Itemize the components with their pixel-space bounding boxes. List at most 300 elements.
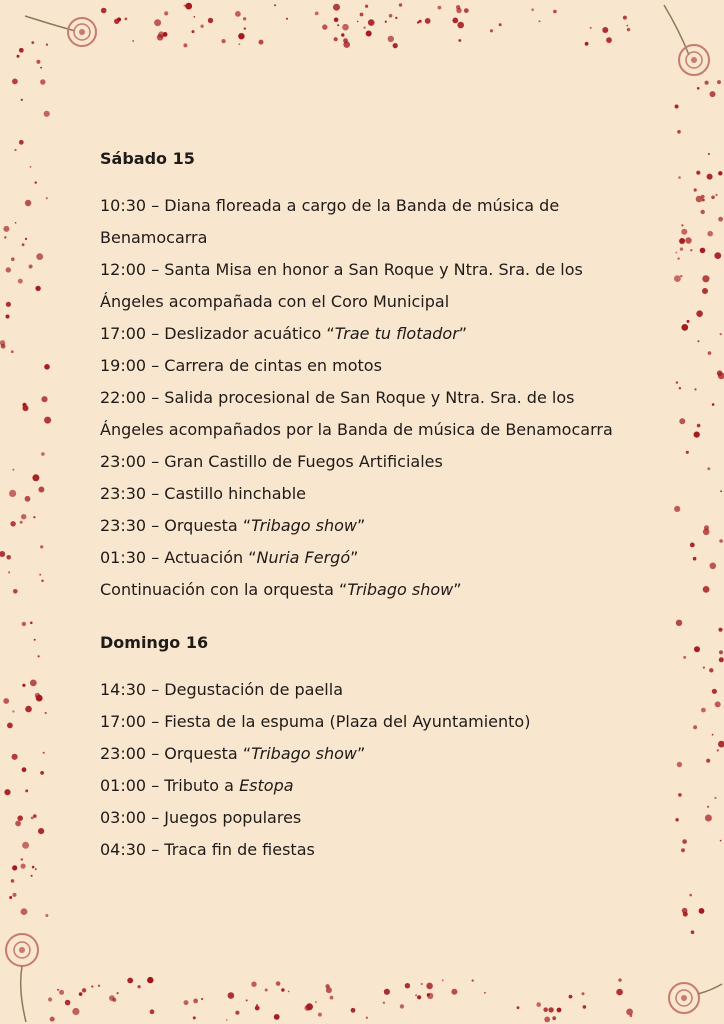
decorative-dot: [29, 265, 33, 269]
event-desc: Deslizador acuático “: [164, 324, 335, 343]
decorative-dot: [228, 992, 235, 999]
decorative-dot: [693, 725, 697, 729]
event-item: 23:30 – Castillo hinchable: [100, 484, 306, 503]
decorative-dot: [707, 174, 713, 180]
decorative-dot: [288, 991, 290, 993]
decorative-dot: [41, 452, 45, 456]
decorative-dot: [6, 302, 11, 307]
decorative-dot: [400, 1004, 404, 1008]
event-item: 10:30 – Diana floreada a cargo de la Banda de música de Benamocarra: [100, 190, 660, 254]
decorative-dot: [40, 67, 42, 69]
decorative-dot: [531, 8, 534, 11]
decorative-dot: [163, 32, 168, 37]
decorative-dot: [164, 11, 168, 15]
decorative-dot: [569, 995, 573, 999]
decorative-dot: [18, 279, 23, 284]
decorative-dot: [343, 41, 350, 48]
decorative-dot: [425, 18, 431, 24]
decorative-dot: [717, 80, 721, 84]
decorative-dot: [701, 195, 705, 199]
decorative-dot: [675, 105, 679, 109]
decorative-dot: [426, 983, 433, 990]
decorative-dot: [12, 865, 17, 870]
decorative-dot: [20, 521, 23, 524]
decorative-dot: [341, 33, 344, 36]
event-desc: Actuación “: [164, 548, 257, 567]
decorative-dot: [472, 979, 474, 981]
decorative-dot: [464, 8, 469, 13]
event-time: 23:30: [100, 516, 147, 535]
decorative-dot: [679, 418, 685, 424]
decorative-dot: [276, 981, 281, 986]
decorative-dot: [337, 24, 339, 26]
decorative-dot: [384, 989, 390, 995]
decorative-dot: [22, 243, 25, 246]
decorative-dot: [697, 87, 700, 90]
decorative-dot: [25, 200, 31, 206]
decorative-dot: [322, 24, 327, 29]
decorative-dot: [40, 79, 45, 84]
decorative-dot: [132, 40, 134, 42]
decorative-dot: [193, 16, 195, 18]
decorative-dot: [183, 43, 187, 47]
decorative-dot: [582, 992, 585, 995]
event-time: 03:00: [100, 808, 147, 827]
decorative-dot: [185, 3, 192, 10]
decorative-dot: [184, 1000, 189, 1005]
decorative-dot: [150, 1009, 155, 1014]
decorative-dot: [702, 199, 705, 202]
event-desc-italic: Tribago show: [347, 580, 454, 599]
event-desc: Degustación de paella: [164, 680, 343, 699]
decorative-dot: [25, 496, 31, 502]
event-time: 23:00: [100, 744, 147, 763]
event-desc: Traca fin de fiestas: [164, 840, 315, 859]
decorative-dot: [680, 247, 683, 250]
decorative-dot: [707, 467, 710, 470]
event-desc-end: ”: [350, 548, 359, 567]
event-item: 04:30 – Traca fin de fiestas: [100, 840, 315, 859]
decorative-dot: [583, 1005, 587, 1009]
decorative-dot: [117, 17, 121, 21]
day-title-sabado: Sábado 15: [100, 149, 195, 168]
decorative-dot: [484, 992, 486, 994]
decorative-dot: [677, 257, 679, 259]
decorative-dot: [417, 995, 421, 999]
decorative-dot: [226, 1019, 228, 1021]
decorative-dot: [720, 490, 722, 492]
decorative-dot: [21, 514, 26, 519]
decorative-dot: [342, 24, 349, 31]
decorative-dot: [351, 1008, 356, 1013]
decorative-dot: [694, 188, 697, 191]
decorative-dot: [675, 252, 677, 254]
decorative-dot: [602, 27, 608, 33]
decorative-dot: [710, 91, 716, 97]
decorative-dot: [13, 589, 18, 594]
decorative-dot: [712, 734, 714, 736]
decorative-dot: [238, 33, 244, 39]
event-desc-italic: Tribago show: [251, 516, 358, 535]
decorative-dot: [79, 992, 83, 996]
decorative-dot: [707, 231, 713, 237]
event-desc-italic: Estopa: [239, 776, 294, 795]
decorative-dot: [677, 762, 682, 767]
decorative-dot: [330, 996, 334, 1000]
decorative-dot: [12, 79, 18, 85]
decorative-dot: [365, 5, 368, 8]
decorative-dot: [681, 848, 685, 852]
event-desc-italic: Tribago show: [251, 744, 358, 763]
decorative-dot: [696, 171, 700, 175]
decorative-dot: [222, 39, 226, 43]
decorative-dot: [707, 806, 709, 808]
decorative-dot: [703, 586, 710, 593]
decorative-dot: [696, 310, 703, 317]
decorative-dot: [35, 868, 37, 870]
decorative-dot: [25, 789, 28, 792]
decorative-dot: [138, 985, 141, 988]
carnation-flower-icon: [654, 0, 724, 80]
decorative-dot: [15, 821, 21, 827]
decorative-dot: [677, 130, 681, 134]
decorative-dot: [544, 1017, 550, 1023]
decorative-dot: [22, 842, 29, 849]
decorative-dot: [701, 210, 705, 214]
decorative-dot: [117, 992, 119, 994]
decorative-dot: [12, 710, 14, 712]
event-item: 14:30 – Degustación de paella: [100, 680, 343, 699]
decorative-dot: [626, 25, 628, 27]
decorative-dot: [22, 684, 25, 687]
carnation-flower-icon: [0, 930, 50, 1024]
decorative-dot: [0, 551, 5, 557]
decorative-dot: [715, 194, 717, 196]
decorative-dot: [235, 1011, 239, 1015]
decorative-dot: [4, 789, 10, 795]
decorative-dot: [274, 1014, 280, 1020]
decorative-dot: [712, 403, 715, 406]
event-desc: Tributo a: [164, 776, 240, 795]
decorative-dot: [457, 22, 464, 29]
event-time: 14:30: [100, 680, 147, 699]
decorative-dot: [499, 23, 502, 26]
decorative-dot: [719, 650, 723, 654]
decorative-dot: [389, 14, 393, 18]
decorative-dot: [690, 249, 692, 251]
event-time: 22:00: [100, 388, 147, 407]
decorative-dot: [7, 723, 13, 729]
event-desc-end: ”: [458, 324, 468, 343]
decorative-dot: [685, 237, 691, 243]
decorative-dot: [557, 1008, 562, 1013]
decorative-dot: [421, 983, 423, 985]
decorative-dot: [517, 1006, 520, 1009]
event-item: 17:00 – Deslizador acuático “Trae tu flotador”: [100, 324, 468, 343]
decorative-dot: [702, 288, 708, 294]
decorative-dot: [44, 417, 51, 424]
decorative-dot: [15, 222, 17, 224]
decorative-dot: [693, 557, 697, 561]
decorative-dot: [13, 893, 17, 897]
decorative-dot: [40, 545, 43, 548]
decorative-dot: [701, 708, 706, 713]
decorative-dot: [31, 875, 33, 877]
carnation-flower-icon: [20, 6, 100, 56]
decorative-dot: [243, 17, 246, 20]
decorative-dot: [9, 490, 16, 497]
decorative-dot: [700, 248, 706, 254]
decorative-dot: [22, 622, 26, 626]
decorative-dot: [676, 620, 682, 626]
decorative-dot: [35, 286, 40, 291]
decorative-dot: [590, 27, 592, 29]
decorative-dot: [683, 656, 686, 659]
decorative-dot: [697, 424, 701, 428]
decorative-dot: [552, 1016, 556, 1020]
decorative-dot: [585, 42, 589, 46]
decorative-dot: [708, 351, 712, 355]
event-desc-continuation: Ángeles acompañada con el Coro Municipal: [100, 292, 450, 311]
carnation-flower-icon: [654, 970, 724, 1024]
decorative-dot: [702, 275, 709, 282]
decorative-dot: [3, 698, 9, 704]
decorative-dot: [21, 858, 24, 861]
event-time: 17:00: [100, 324, 147, 343]
program-content: [100, 146, 660, 866]
decorative-dot: [21, 864, 26, 869]
decorative-dot: [710, 563, 717, 570]
decorative-dot: [25, 238, 27, 240]
decorative-dot: [39, 574, 41, 576]
decorative-dot: [704, 525, 709, 530]
event-time: 12:00: [100, 260, 147, 279]
decorative-dot: [456, 8, 461, 13]
decorative-dot: [719, 539, 723, 543]
decorative-dot: [38, 487, 44, 493]
decorative-dot: [235, 11, 241, 17]
decorative-dot: [385, 21, 387, 23]
decorative-dot: [548, 1007, 553, 1012]
decorative-dot: [630, 1014, 633, 1017]
decorative-dot: [626, 1009, 633, 1016]
decorative-dot: [11, 879, 15, 883]
decorative-dot: [616, 989, 623, 996]
event-item: 23:00 – Orquesta “Tribago show”: [100, 744, 366, 763]
decorative-dot: [357, 21, 359, 23]
decorative-dot: [281, 988, 284, 991]
decorative-dot: [65, 1000, 71, 1006]
decorative-dot: [21, 99, 23, 101]
decorative-dot: [714, 252, 721, 259]
decorative-dot: [59, 990, 64, 995]
event-item: 23:30 – Orquesta “Tribago show”: [100, 516, 366, 535]
decorative-dot: [679, 387, 681, 389]
decorative-dot: [40, 771, 44, 775]
decorative-dot: [25, 706, 32, 713]
decorative-dot: [438, 6, 442, 10]
decorative-dot: [360, 13, 364, 17]
decorative-dot: [274, 4, 276, 6]
decorative-dot: [21, 908, 28, 915]
decorative-dot: [368, 19, 375, 26]
decorative-dot: [606, 37, 612, 43]
decorative-dot: [543, 1007, 548, 1012]
decorative-dot: [388, 36, 394, 42]
event-item: [100, 574, 660, 606]
decorative-dot: [6, 555, 11, 560]
event-desc: Orquesta “: [164, 516, 252, 535]
decorative-dot: [676, 381, 678, 383]
event-item: 01:30 – Actuación “Nuria Fergó”: [100, 548, 359, 567]
decorative-dot: [193, 1016, 196, 1019]
event-desc: Fiesta de la espuma (Plaza del Ayuntamiento): [164, 712, 531, 731]
decorative-dot: [72, 1008, 79, 1015]
decorative-dot: [91, 985, 93, 987]
decorative-dot: [405, 983, 410, 988]
decorative-dot: [44, 111, 50, 117]
decorative-dot: [315, 12, 319, 16]
decorative-dot: [30, 622, 33, 625]
decorative-dot: [125, 18, 128, 21]
decorative-dot: [719, 657, 724, 662]
decorative-dot: [109, 995, 115, 1001]
decorative-dot: [101, 8, 107, 14]
decorative-dot: [244, 27, 246, 29]
decorative-dot: [304, 1005, 310, 1011]
decorative-dot: [10, 521, 15, 526]
decorative-dot: [694, 432, 700, 438]
decorative-dot: [32, 474, 39, 481]
decorative-dot: [366, 1017, 368, 1019]
decorative-dot: [239, 43, 241, 45]
decorative-dot: [82, 988, 86, 992]
decorative-dot: [711, 196, 715, 200]
decorative-dot: [681, 229, 687, 235]
event-time: 01:30: [100, 548, 147, 567]
event-desc-continuation: Ángeles acompañados por la Banda de música de Benamocarra: [100, 420, 613, 439]
event-item: 17:00 – Fiesta de la espuma (Plaza del Ayuntamiento): [100, 712, 531, 731]
decorative-dot: [12, 469, 14, 471]
event-desc: Salida procesional de San Roque y Ntra. Sra. de los: [164, 388, 575, 407]
decorative-dot: [703, 667, 705, 669]
event-desc-end: ”: [453, 580, 462, 599]
decorative-dot: [38, 828, 44, 834]
event-time: 23:30: [100, 484, 147, 503]
event-desc-italic: Trae tu flotador: [334, 324, 459, 343]
decorative-dot: [255, 1006, 260, 1011]
decorative-dot: [698, 340, 700, 342]
decorative-dot: [45, 712, 47, 714]
decorative-dot: [6, 267, 11, 272]
decorative-dot: [681, 224, 683, 226]
decorative-dot: [718, 628, 722, 632]
decorative-dot: [14, 149, 16, 151]
decorative-dot: [712, 689, 717, 694]
decorative-dot: [675, 818, 678, 821]
event-desc: Gran Castillo de Fuegos Artificiales: [164, 452, 443, 471]
decorative-dot: [709, 668, 713, 672]
decorative-dot: [705, 81, 709, 85]
event-item: 19:00 – Carrera de cintas en motos: [100, 356, 382, 375]
event-item: 22:00 – Salida procesional de San Roque y Ntra. Sra. de los Ángeles acompañados por la Banda de música de Benamocarra: [100, 382, 660, 446]
decorative-dot: [19, 140, 24, 145]
decorative-dot: [393, 43, 398, 48]
decorative-dot: [192, 30, 195, 33]
event-desc: Juegos populares: [164, 808, 302, 827]
decorative-dot: [699, 908, 705, 914]
decorative-dot: [715, 701, 721, 707]
decorative-dot: [43, 752, 45, 754]
decorative-dot: [286, 18, 288, 20]
decorative-dot: [315, 1001, 317, 1003]
decorative-dot: [714, 797, 716, 799]
decorative-dot: [708, 153, 710, 155]
event-desc: Santa Misa en honor a San Roque y Ntra. Sra. de los: [164, 260, 583, 279]
decorative-dot: [318, 1013, 322, 1017]
decorative-dot: [682, 839, 687, 844]
decorative-dot: [720, 840, 722, 842]
decorative-dot: [618, 978, 621, 981]
decorative-dot: [383, 1002, 385, 1004]
decorative-dot: [36, 60, 40, 64]
decorative-dot: [9, 896, 12, 899]
decorative-dot: [399, 3, 402, 6]
decorative-dot: [458, 39, 461, 42]
decorative-dot: [12, 754, 18, 760]
decorative-dot: [200, 25, 203, 28]
event-item: 12:00 – Santa Misa en honor a San Roque y Ntra. Sra. de los Ángeles acompañada con el Coro Municipal: [100, 254, 660, 318]
decorative-dot: [8, 571, 10, 573]
event-desc-continuation: Benamocarra: [100, 228, 208, 247]
decorative-dot: [184, 5, 186, 7]
decorative-dot: [38, 655, 40, 657]
decorative-dot: [208, 18, 213, 23]
decorative-dot: [718, 217, 723, 222]
decorative-dot: [22, 767, 27, 772]
decorative-dot: [680, 275, 682, 277]
decorative-dot: [251, 982, 256, 987]
decorative-dot: [720, 333, 722, 335]
decorative-dot: [718, 741, 724, 748]
decorative-dot: [679, 238, 685, 244]
decorative-dot: [536, 1002, 541, 1007]
decorative-dot: [674, 275, 681, 282]
event-desc: Diana floreada a cargo de la Banda de música de: [164, 196, 560, 215]
decorative-dot: [193, 999, 198, 1004]
decorative-dot: [0, 340, 5, 345]
decorative-dot: [45, 914, 48, 917]
decorative-dot: [681, 324, 688, 331]
decorative-dot: [30, 680, 37, 687]
decorative-dot: [717, 749, 719, 751]
event-time: 01:00: [100, 776, 147, 795]
decorative-dot: [41, 396, 47, 402]
event-desc-end: ”: [357, 516, 366, 535]
decorative-dot: [11, 350, 14, 353]
decorative-dot: [674, 506, 680, 512]
decorative-dot: [678, 176, 681, 179]
decorative-dot: [417, 21, 419, 23]
decorative-dot: [34, 639, 36, 641]
decorative-dot: [334, 18, 339, 23]
decorative-dot: [41, 580, 43, 582]
decorative-dot: [265, 989, 268, 992]
decorative-dot: [33, 814, 37, 818]
decorative-dot: [442, 979, 444, 981]
decorative-dot: [44, 364, 50, 370]
decorative-dot: [427, 993, 433, 999]
